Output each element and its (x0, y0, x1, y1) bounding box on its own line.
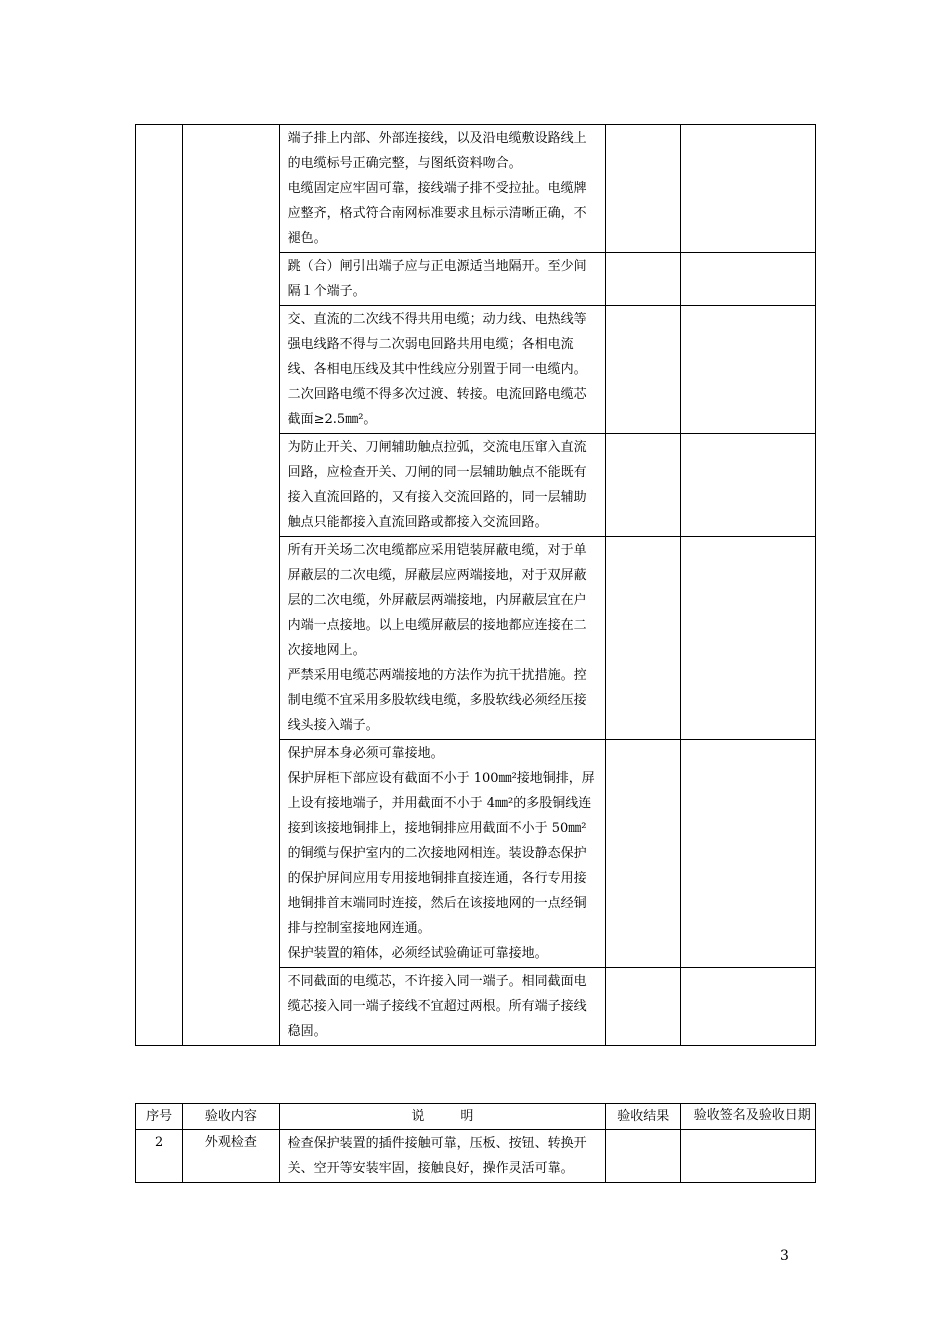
table-row (136, 125, 816, 253)
description-paragraph: 严禁采用电缆芯两端接地的方法作为抗干扰措施。控制电缆不宜采用多股软线电缆，多股软线必须经压接线头接入端子。 (287, 668, 587, 733)
description-cell (279, 125, 605, 253)
description-cell (279, 434, 605, 537)
description-paragraph: 跳（合）闸引出端子应与正电源适当地隔开。至少间隔１个端子。 (287, 259, 587, 299)
description-paragraph: 保护屏本身必须可靠接地。 (287, 746, 444, 761)
header-seq: 序号 (136, 1104, 183, 1130)
description-paragraph: 为防止开关、刀闸辅助触点拉弧，交流电压窜入直流回路，应检查开关、刀闸的同一层辅助触点不能既有接入直流回路的，又有接入交流回路的，同一层辅助触点只能都接入直流回路或都接入交流回路。 (287, 440, 587, 530)
result-cell[interactable] (606, 253, 681, 306)
acceptance-table (135, 1103, 816, 1183)
header-explain-char-2: 明 (460, 1109, 474, 1124)
acceptance-table-continued (135, 124, 816, 1046)
header-result: 验收结果 (606, 1104, 681, 1130)
result-cell[interactable] (606, 740, 681, 968)
description-cell (279, 740, 605, 968)
table-row (136, 1130, 816, 1183)
result-cell[interactable] (606, 968, 681, 1046)
content-cell (183, 125, 279, 1046)
header-content: 验收内容 (183, 1104, 279, 1130)
result-cell[interactable] (606, 125, 681, 253)
result-cell[interactable] (606, 1130, 681, 1183)
description-paragraph: 保护屏柜下部应设有截面不小于 100㎜²接地铜排，屏上设有接地端子，并用截面不小于 4㎜²的多股铜线连接到该接地铜排上，接地铜排应用截面不小于 50㎜²的铜缆与保护室内的二次接地网相连。装设静态保护的保护屏间应用专用接地铜排直接连通，各行专用接地铜排首末端同时连接，然后在该接地网的一点经铜排与控制室接地网连通。 (287, 771, 595, 936)
signature-cell[interactable] (681, 125, 816, 253)
description-cell (279, 968, 605, 1046)
signature-cell[interactable] (681, 968, 816, 1046)
description-paragraph: 电缆固定应牢固可靠，接线端子排不受拉扯。电缆牌应整齐，格式符合南网标准要求且标示清晰正确，不褪色。 (287, 181, 587, 246)
seq-cell: 2 (136, 1130, 183, 1183)
result-cell[interactable] (606, 434, 681, 537)
description-paragraph: 保护装置的箱体，必须经试验确证可靠接地。 (287, 946, 548, 961)
signature-cell[interactable] (681, 306, 816, 434)
description-paragraph: 端子排上内部、外部连接线，以及沿电缆敷设路线上的电缆标号正确完整，与图纸资料吻合。 (287, 131, 587, 171)
description-cell (279, 537, 605, 740)
signature-cell[interactable] (681, 253, 816, 306)
content-cell: 外观检查 (183, 1130, 279, 1183)
result-cell[interactable] (606, 537, 681, 740)
table-header-row (136, 1104, 816, 1130)
result-cell[interactable] (606, 306, 681, 434)
header-explain (279, 1104, 605, 1130)
seq-cell (136, 125, 183, 1046)
description-cell (279, 253, 605, 306)
description-cell (279, 306, 605, 434)
description-paragraph: 所有开关场二次电缆都应采用铠装屏蔽电缆，对于单屏蔽层的二次电缆，屏蔽层应两端接地，对于双屏蔽层的二次电缆，外屏蔽层两端接地，内屏蔽层宜在户内端一点接地。以上电缆屏蔽层的接地都应连接在二次接地网上。 (287, 543, 587, 658)
signature-cell[interactable] (681, 1130, 816, 1183)
signature-cell[interactable] (681, 537, 816, 740)
header-explain-char-1: 说 (411, 1109, 425, 1124)
description-paragraph: 不同截面的电缆芯，不许接入同一端子。相同截面电缆芯接入同一端子接线不宜超过两根。所有端子接线稳固。 (287, 974, 587, 1039)
signature-cell[interactable] (681, 434, 816, 537)
header-signature: 验收签名及验收日期 (681, 1104, 816, 1130)
signature-cell[interactable] (681, 740, 816, 968)
page-number: 3 (780, 1248, 789, 1264)
description-paragraph: 交、直流的二次线不得共用电缆；动力线、电热线等强电线路不得与二次弱电回路共用电缆；各相电流线、各相电压线及其中性线应分别置于同一电缆内。二次回路电缆不得多次过渡、转接。电流回路电缆芯截面≥2.5㎜²。 (287, 312, 587, 427)
description-cell: 检查保护装置的插件接触可靠，压板、按钮、转换开关、空开等安装牢固，接触良好，操作灵活可靠。 (279, 1130, 605, 1183)
